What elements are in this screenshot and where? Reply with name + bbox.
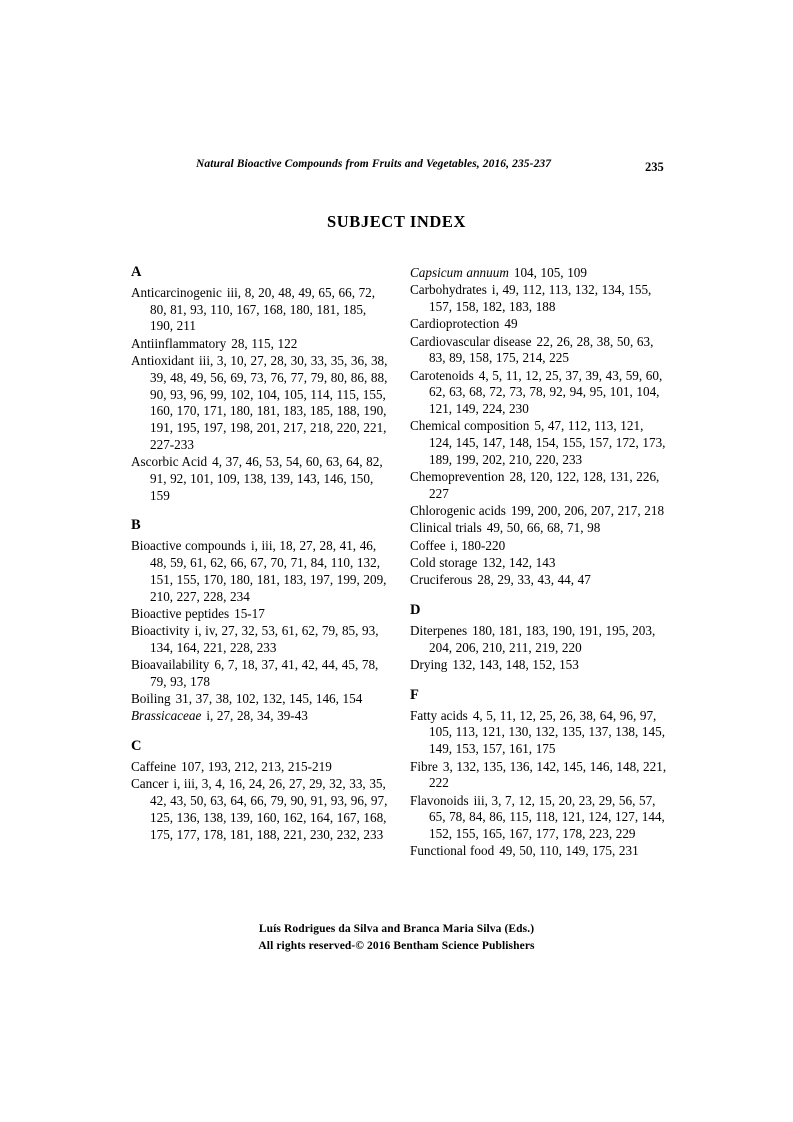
index-entry-locators: 22, 26, 28, 38, 50, 63, 83, 89, 158, 175, 214, 225 <box>429 333 654 366</box>
index-entry-locators: 3, 132, 135, 136, 142, 145, 146, 148, 221, 222 <box>429 758 667 791</box>
index-entry <box>410 708 668 758</box>
index-entry-term: Cruciferous <box>410 572 473 588</box>
index-entry-locators: i, 180-220 <box>450 537 506 553</box>
index-entry-term: Flavonoids <box>410 792 469 808</box>
page-title: SUBJECT INDEX <box>326 212 467 231</box>
index-entry-term: Chlorogenic acids <box>410 503 506 519</box>
index-entry-term: Fatty acids <box>410 707 468 723</box>
index-letter-heading: A <box>131 264 142 280</box>
index-entry <box>410 572 668 589</box>
index-entry <box>410 538 668 555</box>
index-entry-term: Brassicaceae <box>131 708 202 724</box>
index-entry-locators: 132, 142, 143 <box>482 555 556 571</box>
index-letter-heading: D <box>410 602 421 619</box>
index-entry-term: Antioxidant <box>131 353 195 368</box>
index-entry-term: Cancer <box>131 776 169 792</box>
index-entry-locators: 107, 193, 212, 213, 215-219 <box>181 759 332 775</box>
index-entry-locators: 180, 181, 183, 190, 191, 195, 203, 204, 206, 210, 211, 219, 220 <box>429 622 656 655</box>
index-entry <box>410 469 668 503</box>
index-entry-term: Bioactive peptides <box>131 605 230 621</box>
index-entry-term: Chemoprevention <box>410 469 505 485</box>
index-letter-heading: B <box>131 517 141 534</box>
index-entry <box>410 843 668 860</box>
index-entry-term: Cold storage <box>410 555 478 571</box>
index-entry <box>410 657 668 674</box>
index-entry-locators: 6, 7, 18, 37, 41, 42, 44, 45, 78, 79, 93, 178 <box>150 657 379 689</box>
index-entry-locators: i, iii, 18, 27, 28, 41, 46, 48, 59, 61, 62, 66, 67, 70, 71, 84, 110, 132, 151, 155, 170, 180, 181, 183, 197, 199, 209, 210, 227, 228, 234 <box>150 538 387 604</box>
index-entry-locators: 49 <box>504 316 518 332</box>
index-entry-term: Bioactivity <box>131 623 190 639</box>
index-entry-locators: 4, 37, 46, 53, 54, 60, 63, 64, 82, 91, 92, 101, 109, 138, 139, 143, 146, 150, 159 <box>150 454 383 503</box>
index-entry-locators: i, iii, 3, 4, 16, 24, 26, 27, 29, 32, 33, 35, 42, 43, 50, 63, 64, 66, 79, 90, 91, 93, 96, 97, 125, 136, 138, 139, 160, 162, 164, 167, 168, 175, 177, 178, 181, 188, 221, 230, 232, 233 <box>150 776 388 842</box>
index-entry <box>410 503 668 520</box>
index-entry-term: Drying <box>410 657 448 673</box>
running-head: Natural Bioactive Compounds from Fruits and Vegetables, 2016, 235-237 <box>196 158 552 170</box>
index-entry-locators: 28, 29, 33, 43, 44, 47 <box>477 572 591 588</box>
index-entry-term: Caffeine <box>131 759 177 775</box>
footer-editors: Luís Rodrigues da Silva and Branca Maria Silva (Eds.) <box>258 923 535 935</box>
index-entry-locators: i, 49, 112, 113, 132, 134, 155, 157, 158, 182, 183, 188 <box>429 282 652 315</box>
index-entry-term: Bioactive compounds <box>131 538 246 554</box>
page-number: 235 <box>645 160 664 174</box>
index-entry-locators: 28, 120, 122, 128, 131, 226, 227 <box>429 469 660 501</box>
index-entry <box>410 555 668 572</box>
index-entry-term: Cardioprotection <box>410 316 500 332</box>
index-letter-heading: C <box>131 738 142 755</box>
index-entry-locators: 31, 37, 38, 102, 132, 145, 146, 154 <box>175 691 363 707</box>
index-column-right <box>410 265 668 861</box>
page-footer <box>0 921 793 954</box>
index-entry-locators: iii, 3, 7, 12, 15, 20, 23, 29, 56, 57, 65, 78, 84, 86, 115, 118, 121, 124, 127, 144, 152, 155, 165, 167, 177, 178, 223, 229 <box>429 792 665 842</box>
index-entry-term: Anticarcinogenic <box>131 284 222 300</box>
index-entry-term: Chemical composition <box>410 418 530 434</box>
index-entry <box>410 759 668 793</box>
index-entry-locators: 104, 105, 109 <box>513 265 587 280</box>
index-column-left <box>131 265 389 844</box>
index-entry-term: Coffee <box>410 537 446 553</box>
index-entry-locators: i, 27, 28, 34, 39-43 <box>206 708 308 724</box>
index-entry <box>131 708 389 725</box>
index-entry-term: Carbohydrates <box>410 282 487 298</box>
index-entry <box>131 776 389 843</box>
index-entry-term: Boiling <box>131 691 171 707</box>
index-entry-term: Clinical trials <box>410 520 482 536</box>
index-entry <box>131 336 389 353</box>
index-entry-locators: 4, 5, 11, 12, 25, 26, 38, 64, 96, 97, 105, 113, 121, 130, 132, 135, 137, 138, 145, 149, 153, 157, 161, 175 <box>429 707 665 757</box>
index-letter-heading: F <box>410 686 419 703</box>
index-entry-term: Carotenoids <box>410 367 474 383</box>
index-entry <box>131 285 389 335</box>
index-entry-term: Diterpenes <box>410 622 468 638</box>
index-entry-term: Bioavailability <box>131 657 210 673</box>
index-entry <box>131 691 389 708</box>
index-entry <box>410 282 668 316</box>
index-entry <box>131 759 389 776</box>
index-entry <box>410 418 668 468</box>
index-entry-locators: iii, 3, 10, 27, 28, 30, 33, 35, 36, 38, 39, 48, 49, 56, 69, 73, 76, 77, 79, 80, 86, 88, 90, 93, 96, 99, 102, 104, 105, 114, 115, 155, 160, 170, 171, 180, 181, 183, 185, 188, 190, 191, 195, 197, 198, 201, 217, 218, 220, 221, 227-233 <box>150 353 388 452</box>
index-entry <box>410 793 668 843</box>
index-entry-locators: 132, 143, 148, 152, 153 <box>452 657 579 673</box>
index-entry <box>131 353 389 454</box>
index-entry <box>131 538 389 605</box>
index-entry-term: Capsicum annuum <box>410 265 509 280</box>
index-entry-locators: 28, 115, 122 <box>231 335 298 351</box>
index-entry-locators: iii, 8, 20, 48, 49, 65, 66, 72, 80, 81, 93, 110, 167, 168, 180, 181, 185, 190, 211 <box>150 284 376 334</box>
index-entry-term: Fibre <box>410 758 438 774</box>
index-entry <box>410 623 668 657</box>
index-entry-locators: i, iv, 27, 32, 53, 61, 62, 79, 85, 93, 134, 164, 221, 228, 233 <box>150 623 379 655</box>
index-entry <box>131 657 389 691</box>
index-entry-term: Functional food <box>410 843 495 859</box>
index-entry-locators: 5, 47, 112, 113, 121, 124, 145, 147, 148, 154, 155, 157, 172, 173, 189, 199, 202, 210, 220, 233 <box>429 418 666 467</box>
footer-copyright: All rights reserved-© 2016 Bentham Science Publishers <box>258 939 535 952</box>
index-entry <box>410 316 668 333</box>
index-entry-locators: 4, 5, 11, 12, 25, 37, 39, 43, 59, 60, 62, 63, 68, 72, 73, 78, 92, 94, 95, 101, 104, 121, 149, 224, 230 <box>429 367 663 417</box>
index-columns <box>131 265 669 915</box>
index-entry-term: Ascorbic Acid <box>131 454 208 470</box>
index-entry-locators: 49, 50, 66, 68, 71, 98 <box>486 520 601 536</box>
index-entry-locators: 49, 50, 110, 149, 175, 231 <box>499 843 639 859</box>
index-entry <box>410 265 668 282</box>
index-entry <box>410 368 668 418</box>
index-entry-locators: 15-17 <box>234 605 265 621</box>
index-entry-term: Antiinflammatory <box>131 335 227 351</box>
index-entry <box>131 606 389 623</box>
index-entry-locators: 199, 200, 206, 207, 217, 218 <box>510 503 665 519</box>
index-entry <box>131 454 389 504</box>
index-entry <box>410 520 668 537</box>
index-entry <box>410 334 668 368</box>
index-entry-term: Cardiovascular disease <box>410 333 532 349</box>
index-entry <box>131 623 389 657</box>
